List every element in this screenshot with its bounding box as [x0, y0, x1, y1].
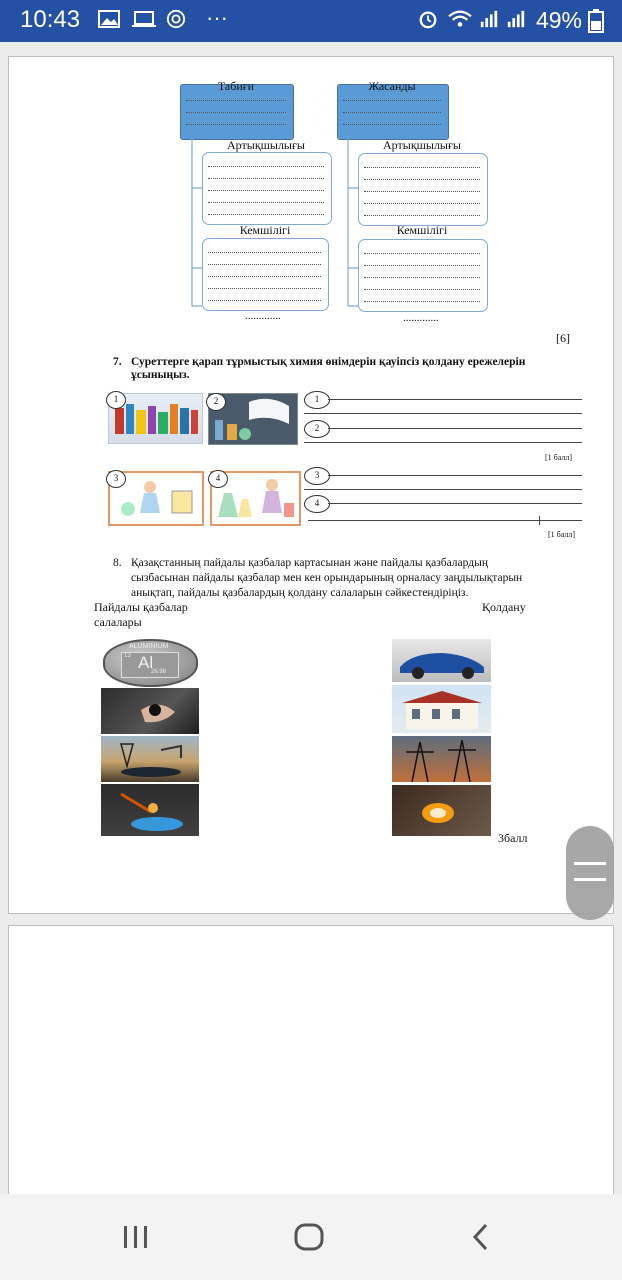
- question8-text-line2: сызбасынан пайдалы қазбалар мен кен орындарының орналасу заңдылықтарын: [131, 572, 523, 584]
- left-column-header-2: салалары: [94, 615, 142, 629]
- signal-icon: [505, 9, 527, 29]
- answer-number-1: 1: [304, 391, 330, 409]
- right-column-header: Қолдану: [482, 600, 526, 614]
- coin-atomic-number: 13: [124, 653, 131, 659]
- trailing-dots-right: .............: [403, 312, 439, 324]
- artificial-title: Жасанды: [368, 79, 416, 93]
- answer-number-2: 2: [304, 420, 330, 438]
- answer-number-4: 4: [304, 495, 330, 513]
- disadvantages-label-left: Кемшілігі: [239, 223, 291, 237]
- coin-symbol: Al: [138, 653, 154, 672]
- fast-scroll-handle[interactable]: [566, 826, 614, 920]
- more-icon: ···: [206, 5, 228, 30]
- sports-car-image: [392, 639, 491, 682]
- coal-image: [101, 688, 199, 734]
- image-number-3: 3: [106, 470, 126, 488]
- score-1-balla-b: [1 балл]: [548, 530, 576, 539]
- image-number-1: 1: [106, 391, 126, 409]
- clock: 10:43: [20, 6, 81, 33]
- question7-text-line1: Суреттерге қарап тұрмыстық химия өнімдерін қауіпсіз қолдану ережелерін: [131, 356, 526, 368]
- alarm-icon: [416, 9, 440, 29]
- score-3-ball: 3балл: [498, 831, 528, 845]
- left-column-header-1: Пайдалы қазбалар: [94, 600, 188, 614]
- at-icon: [165, 9, 187, 29]
- status-bar: [0, 0, 622, 42]
- question8-text-line1: Қазақстанның пайдалы қазбалар картасынан және пайдалы қазбалардың: [131, 557, 488, 569]
- question8-number: 8.: [113, 557, 122, 569]
- signal-icon: [478, 9, 500, 29]
- metal-smelting-image: [392, 785, 491, 836]
- question7-text-line2: ұсыныңыз.: [131, 369, 190, 381]
- advantages-label-left: Артықшылығы: [227, 138, 305, 152]
- gas-burner-image: [101, 784, 199, 836]
- power-lines-image: [392, 736, 491, 782]
- disadvantages-label-right: Кемшілігі: [396, 223, 448, 237]
- advantages-label-right: Артықшылығы: [383, 138, 461, 152]
- battery-level: 49%: [535, 7, 582, 33]
- aluminium-coin-image: [103, 639, 198, 687]
- coin-mass: 26.98: [151, 669, 167, 675]
- question7-number: 7.: [113, 356, 122, 368]
- question8-text-line3: анықтап, пайдалы қазбалардың қолдану салаларын сәйкестендіріңіз.: [131, 587, 469, 599]
- home-icon[interactable]: [293, 1222, 325, 1252]
- answer-number-3: 3: [304, 467, 330, 485]
- trailing-dots-left: .............: [245, 310, 281, 322]
- score-1-balla-a: [1 балл]: [545, 453, 573, 462]
- navigation-bar: [0, 1194, 622, 1280]
- laptop-icon: [131, 9, 157, 29]
- battery-icon: [588, 9, 604, 33]
- building-image: [392, 685, 491, 733]
- coin-top-text: ALUMINIUM: [129, 643, 169, 650]
- score-6: [6]: [556, 331, 570, 345]
- back-icon[interactable]: [470, 1222, 492, 1252]
- document-page-2: [8, 925, 614, 1206]
- image-number-4: 4: [208, 470, 228, 488]
- recent-apps-icon[interactable]: [122, 1224, 150, 1250]
- wifi-icon: [446, 9, 474, 29]
- image-icon: [98, 9, 120, 29]
- oil-field-image: [101, 736, 199, 782]
- natural-title: Табиғи: [217, 79, 255, 93]
- image-number-2: 2: [206, 393, 226, 411]
